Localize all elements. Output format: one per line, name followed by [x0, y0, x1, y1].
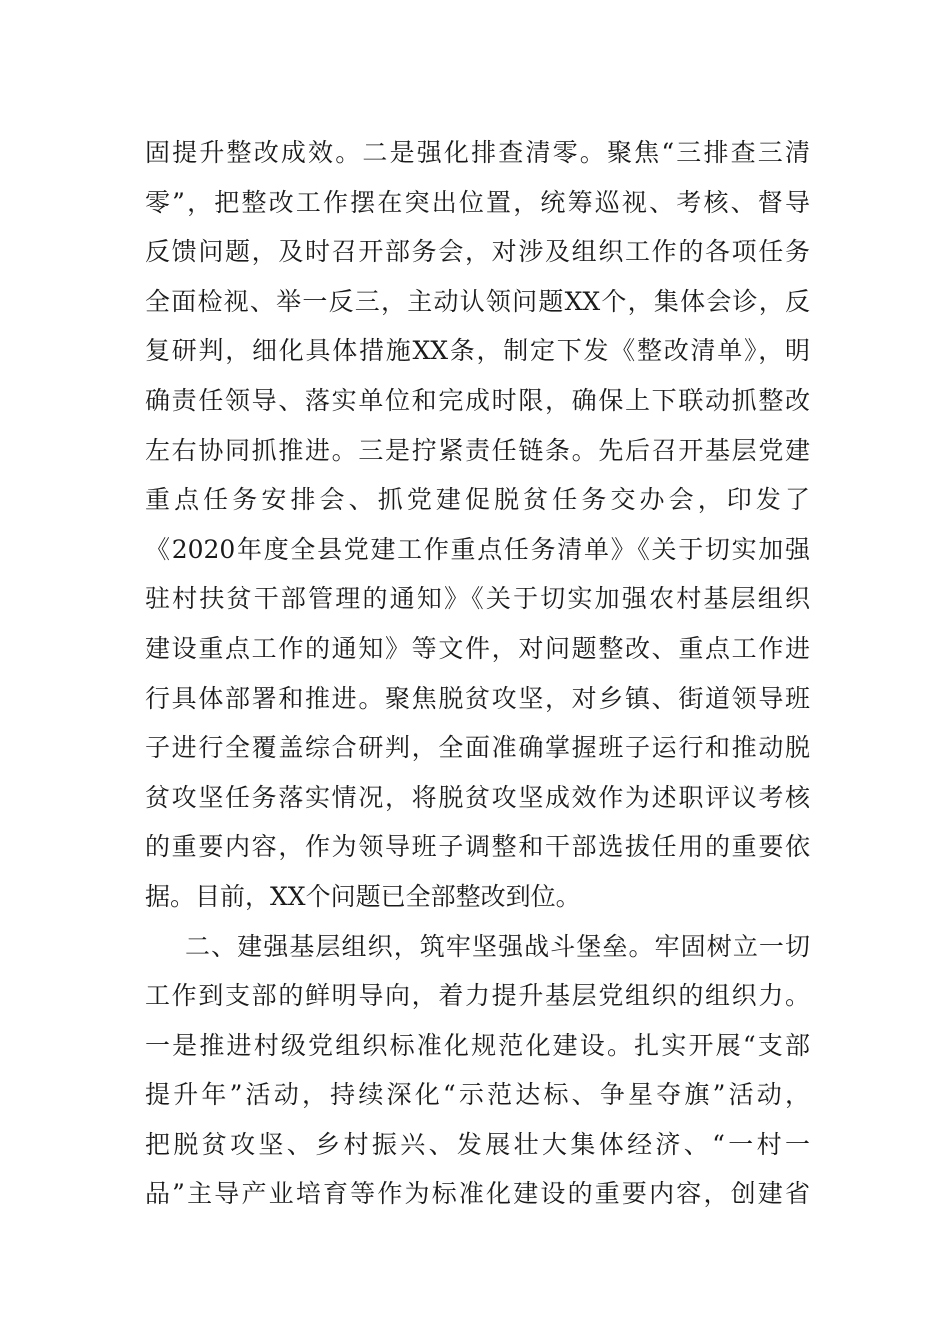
text-line: 零”，把整改工作摆在突出位置，统筹巡视、考核、督导	[145, 187, 810, 217]
text-line: 左右协同抓推进。三是拧紧责任链条。先后召开基层党建	[145, 435, 810, 465]
text-line: 建设重点工作的通知》等文件，对问题整改、重点工作进	[145, 633, 810, 663]
document-body	[145, 128, 810, 1219]
paragraph-start-line: 二、建强基层组织，筑牢坚强战斗堡垒。牢固树立一切	[185, 931, 810, 961]
text-line: 确责任领导、落实单位和完成时限，确保上下联动抓整改	[145, 385, 810, 415]
text-line: 复研判，细化具体措施XX条，制定下发《整改清单》，明	[145, 336, 810, 366]
text-line: 贫攻坚任务落实情况，将脱贫攻坚成效作为述职评议考核	[145, 782, 810, 812]
text-line: 驻村扶贫干部管理的通知》《关于切实加强农村基层组织	[145, 584, 810, 614]
paragraph-end-line: 据。目前，XX个问题已全部整改到位。	[145, 881, 581, 911]
text-line: 一是推进村级党组织标准化规范化建设。扎实开展“支部	[145, 1030, 810, 1060]
text-line: 提升年”活动，持续深化“示范达标、争星夺旗”活动，	[145, 1080, 810, 1110]
text-line: 反馈问题，及时召开部务会，对涉及组织工作的各项任务	[145, 237, 810, 267]
text-line: 子进行全覆盖综合研判，全面准确掌握班子运行和推动脱	[145, 733, 810, 763]
text-line: 品”主导产业培育等作为标准化建设的重要内容，创建省	[145, 1179, 810, 1209]
text-line: 全面检视、举一反三，主动认领问题XX个，集体会诊，反	[145, 286, 810, 316]
text-line: 行具体部署和推进。聚焦脱贫攻坚，对乡镇、街道领导班	[145, 683, 810, 713]
text-line: 《2020年度全县党建工作重点任务清单》《关于切实加强	[145, 534, 810, 564]
text-line: 工作到支部的鲜明导向，着力提升基层党组织的组织力。	[145, 981, 810, 1011]
text-line: 重点任务安排会、抓党建促脱贫任务交办会，印发了	[145, 485, 810, 515]
text-line: 的重要内容，作为领导班子调整和干部选拔任用的重要依	[145, 832, 810, 862]
text-line: 固提升整改成效。二是强化排查清零。聚焦“三排查三清	[145, 138, 810, 167]
text-line: 把脱贫攻坚、乡村振兴、发展壮大集体经济、“一村一	[145, 1129, 810, 1159]
